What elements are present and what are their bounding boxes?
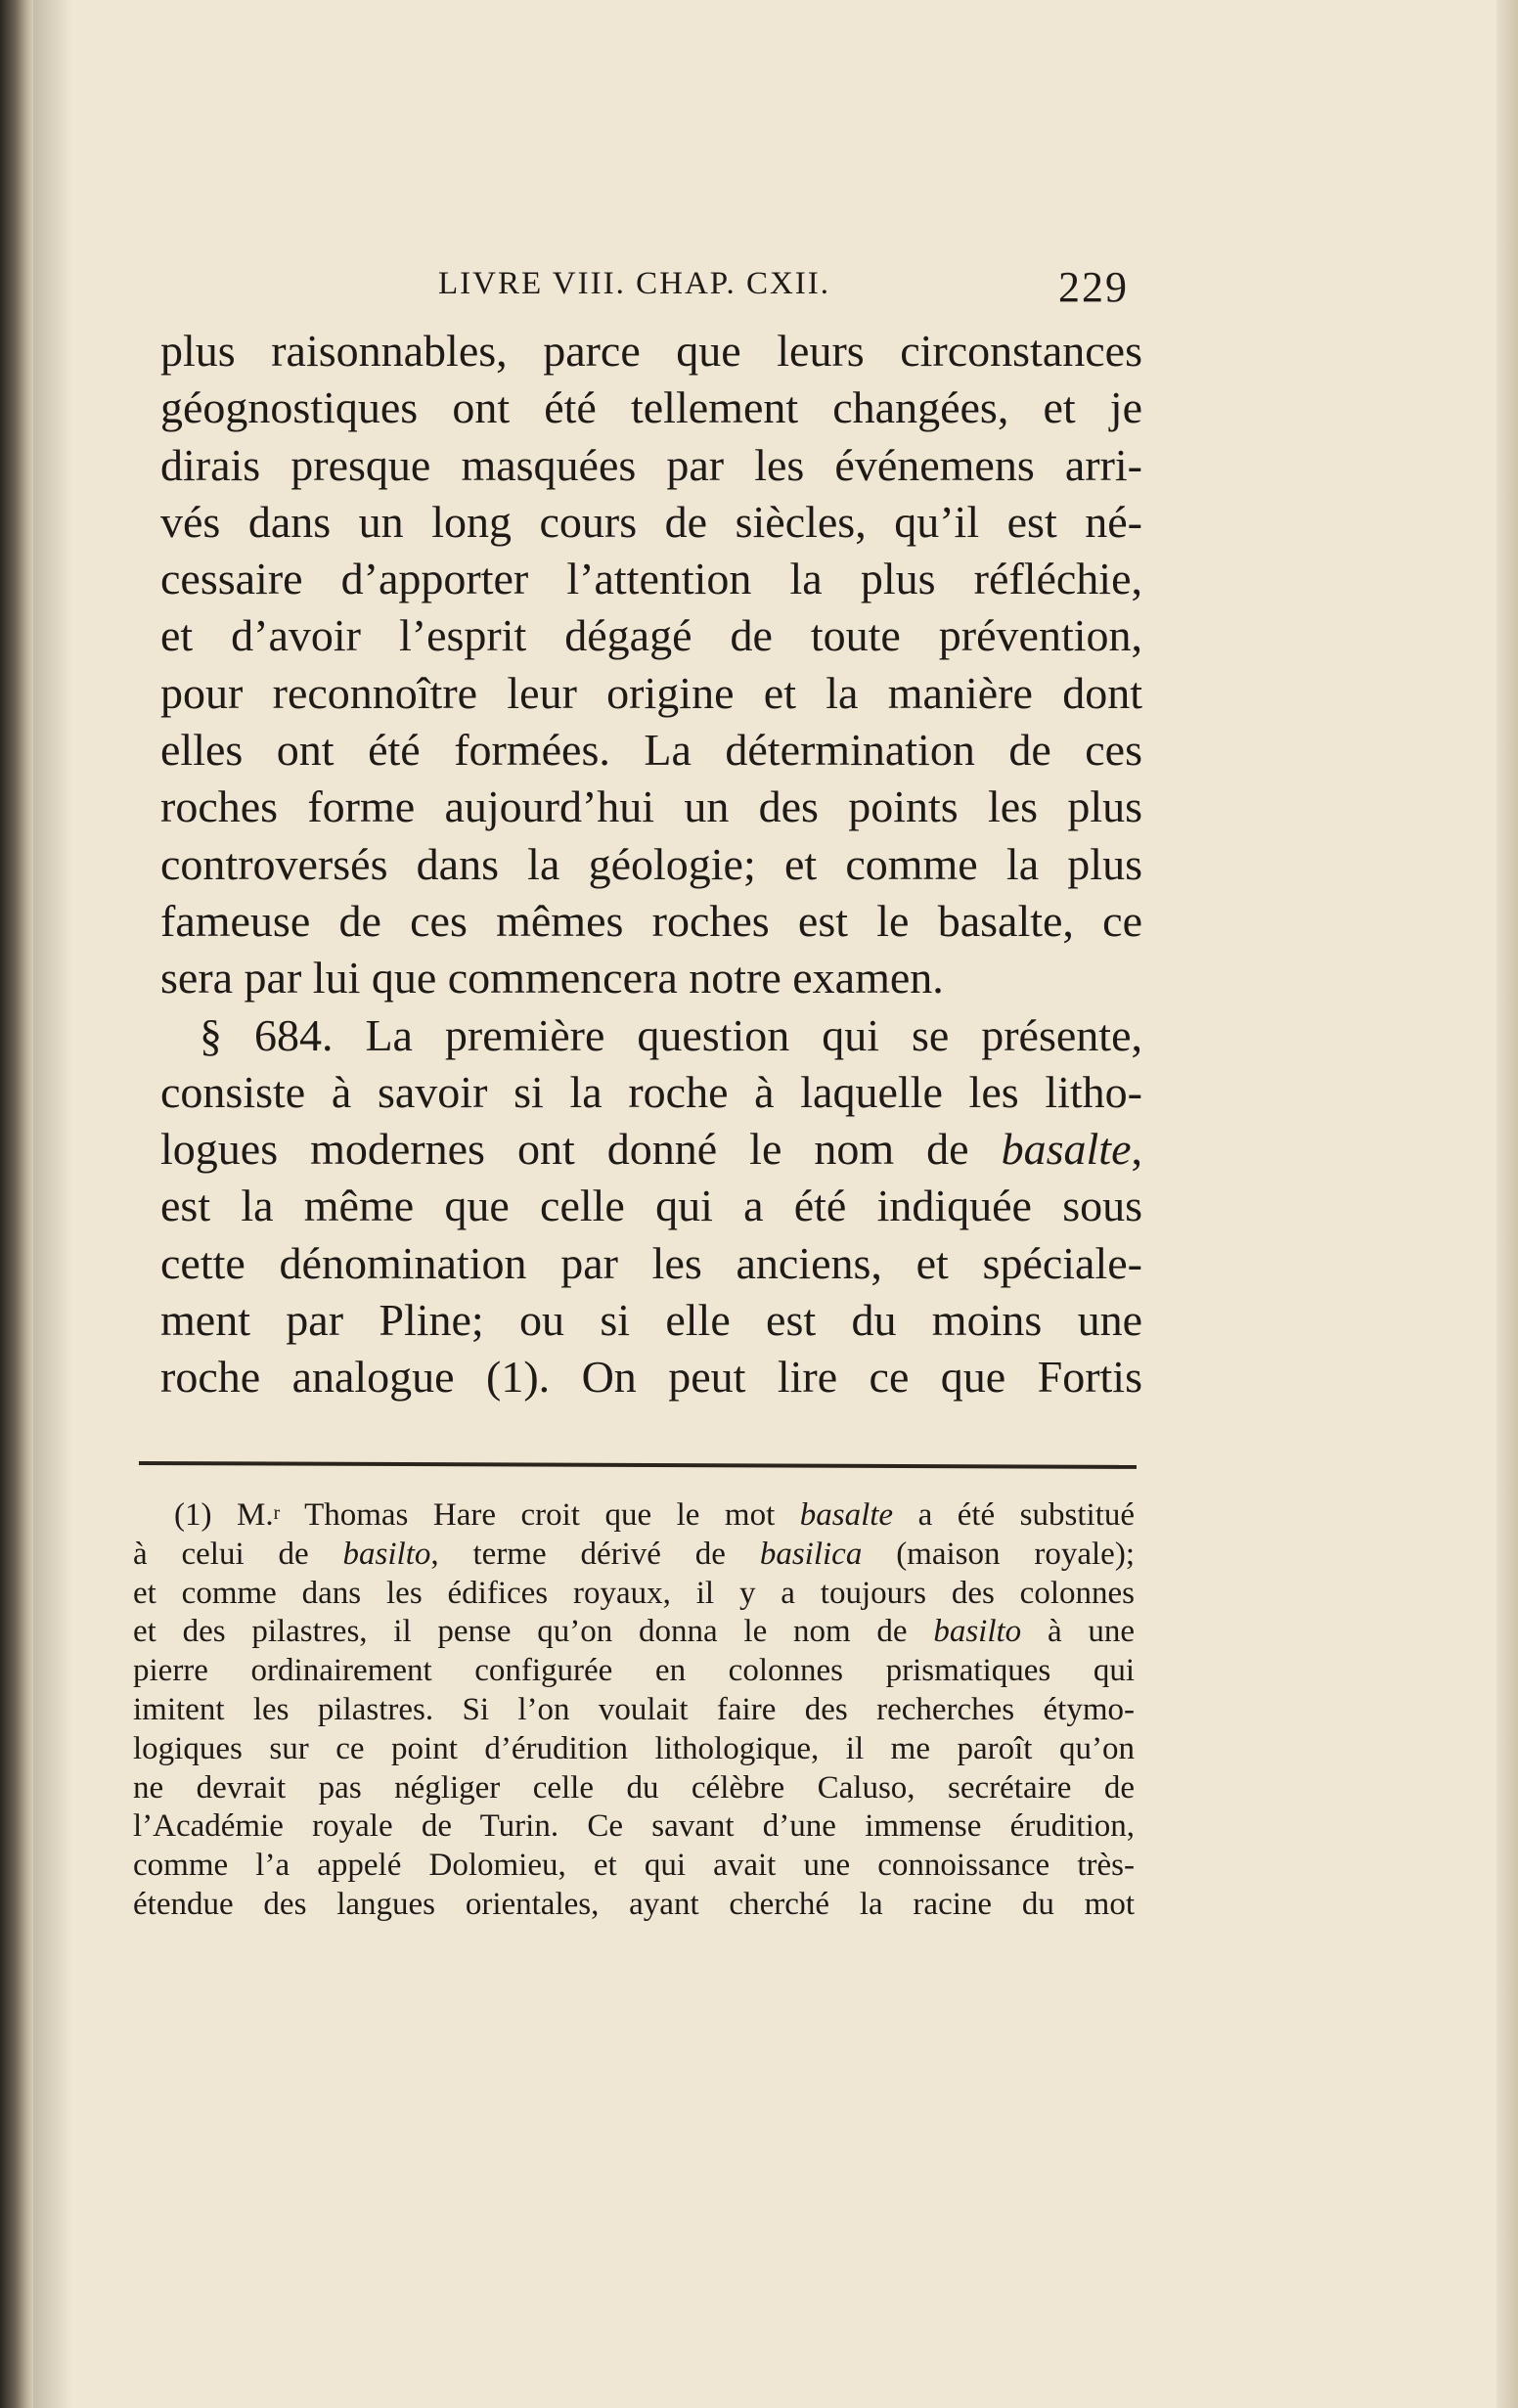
text-line: est la même que celle qui a été indiquée sous [160, 1181, 1142, 1231]
footnote-line: ne devrait pas négliger celle du célèbre Caluso, secrétaire de [133, 1769, 1135, 1806]
footnote-marker: (1) [174, 1497, 212, 1533]
text-segment: à une [1021, 1614, 1135, 1650]
running-title: LIVRE VIII. CHAP. CXII. [438, 266, 831, 301]
text-segment: a été substitué [893, 1497, 1136, 1533]
footnote-line: pierre ordinairement configurée en colonnes prismatiques qui [133, 1653, 1135, 1689]
footnote-line: imitent les pilastres. Si l’on voulait faire des recherches étymo- [133, 1691, 1135, 1727]
section-start-line: § 684. La première question qui se présente, [200, 1009, 1142, 1060]
text-segment: à celui de [133, 1536, 343, 1572]
text-line: elles ont été formées. La détermination de ces [160, 725, 1142, 776]
text-line: sera par lui que commencera notre examen. [160, 953, 944, 1003]
footnote-line: étendue des langues orientales, ayant cherché la racine du mot [133, 1886, 1135, 1922]
main-text [160, 323, 1142, 1406]
footnote [133, 1496, 1135, 1925]
text-line [160, 1121, 1142, 1178]
italic-term: basalte [799, 1497, 894, 1533]
footnote-rule [139, 1461, 1137, 1469]
footnote-line: et comme dans les édifices royaux, il y a toujours des colonnes [133, 1575, 1135, 1611]
superscript: r [273, 1502, 281, 1524]
text-line: roches forme aujourd’hui un des points les plus [160, 781, 1142, 832]
text-segment: Thomas Hare croit que le mot [280, 1497, 800, 1533]
text-segment: M. [236, 1497, 274, 1533]
text-line: cette dénomination par les anciens, et spéciale- [160, 1237, 1142, 1288]
text-line: roche analogue (1). On peut lire ce que Fortis [160, 1352, 1142, 1403]
text-line: plus raisonnables, parce que leurs circonstances [160, 326, 1142, 376]
text-line: controversés dans la géologie; et comme la plus [160, 838, 1142, 889]
text-line: ment par Pline; ou si elle est du moins une [160, 1295, 1142, 1346]
text-line: pour reconnoître leur origine et la manière dont [160, 667, 1142, 718]
text-segment: (maison royale); [862, 1536, 1135, 1572]
text-line: dirais presque masquées par les événemens arri- [160, 439, 1142, 490]
text-line: géognostiques ont été tellement changées, et je [160, 382, 1142, 433]
footnote-line: logiques sur ce point d’érudition lithologique, il me paroît qu’on [133, 1730, 1135, 1766]
footnote-line [133, 1613, 1135, 1652]
book-gutter [0, 0, 33, 2408]
text-line: vés dans un long cours de siècles, qu’il est né- [160, 496, 1142, 547]
text-segment: , [1131, 1124, 1142, 1175]
text-segment: , terme dérivé de [430, 1536, 760, 1572]
text-line: consiste à savoir si la roche à laquelle les litho- [160, 1066, 1142, 1117]
page-number: 229 [1058, 263, 1129, 311]
italic-term: basilto [933, 1614, 1022, 1650]
text-segment: logues modernes ont donné le nom de [160, 1124, 969, 1175]
text-segment: et des pilastres, il pense qu’on donna le nom de [133, 1614, 934, 1650]
text-line: cessaire d’apporter l’attention la plus réfléchie, [160, 554, 1142, 604]
italic-term: basilto [342, 1536, 431, 1572]
gutter-shadow [33, 0, 72, 2408]
text-line: fameuse de ces mêmes roches est le basalte, ce [160, 895, 1142, 946]
footnote-line [133, 1536, 1135, 1575]
footnote-line: comme l’a appelé Dolomieu, et qui avait une connoissance très- [133, 1848, 1135, 1884]
footnote-line: l’Académie royale de Turin. Ce savant d’une immense érudition, [133, 1808, 1135, 1845]
page-edge [1496, 0, 1518, 2408]
italic-term: basalte [1001, 1124, 1132, 1175]
footnote-line [133, 1496, 1135, 1536]
text-line: et d’avoir l’esprit dégagé de toute prévention, [160, 610, 1142, 661]
italic-term: basilica [759, 1536, 863, 1572]
